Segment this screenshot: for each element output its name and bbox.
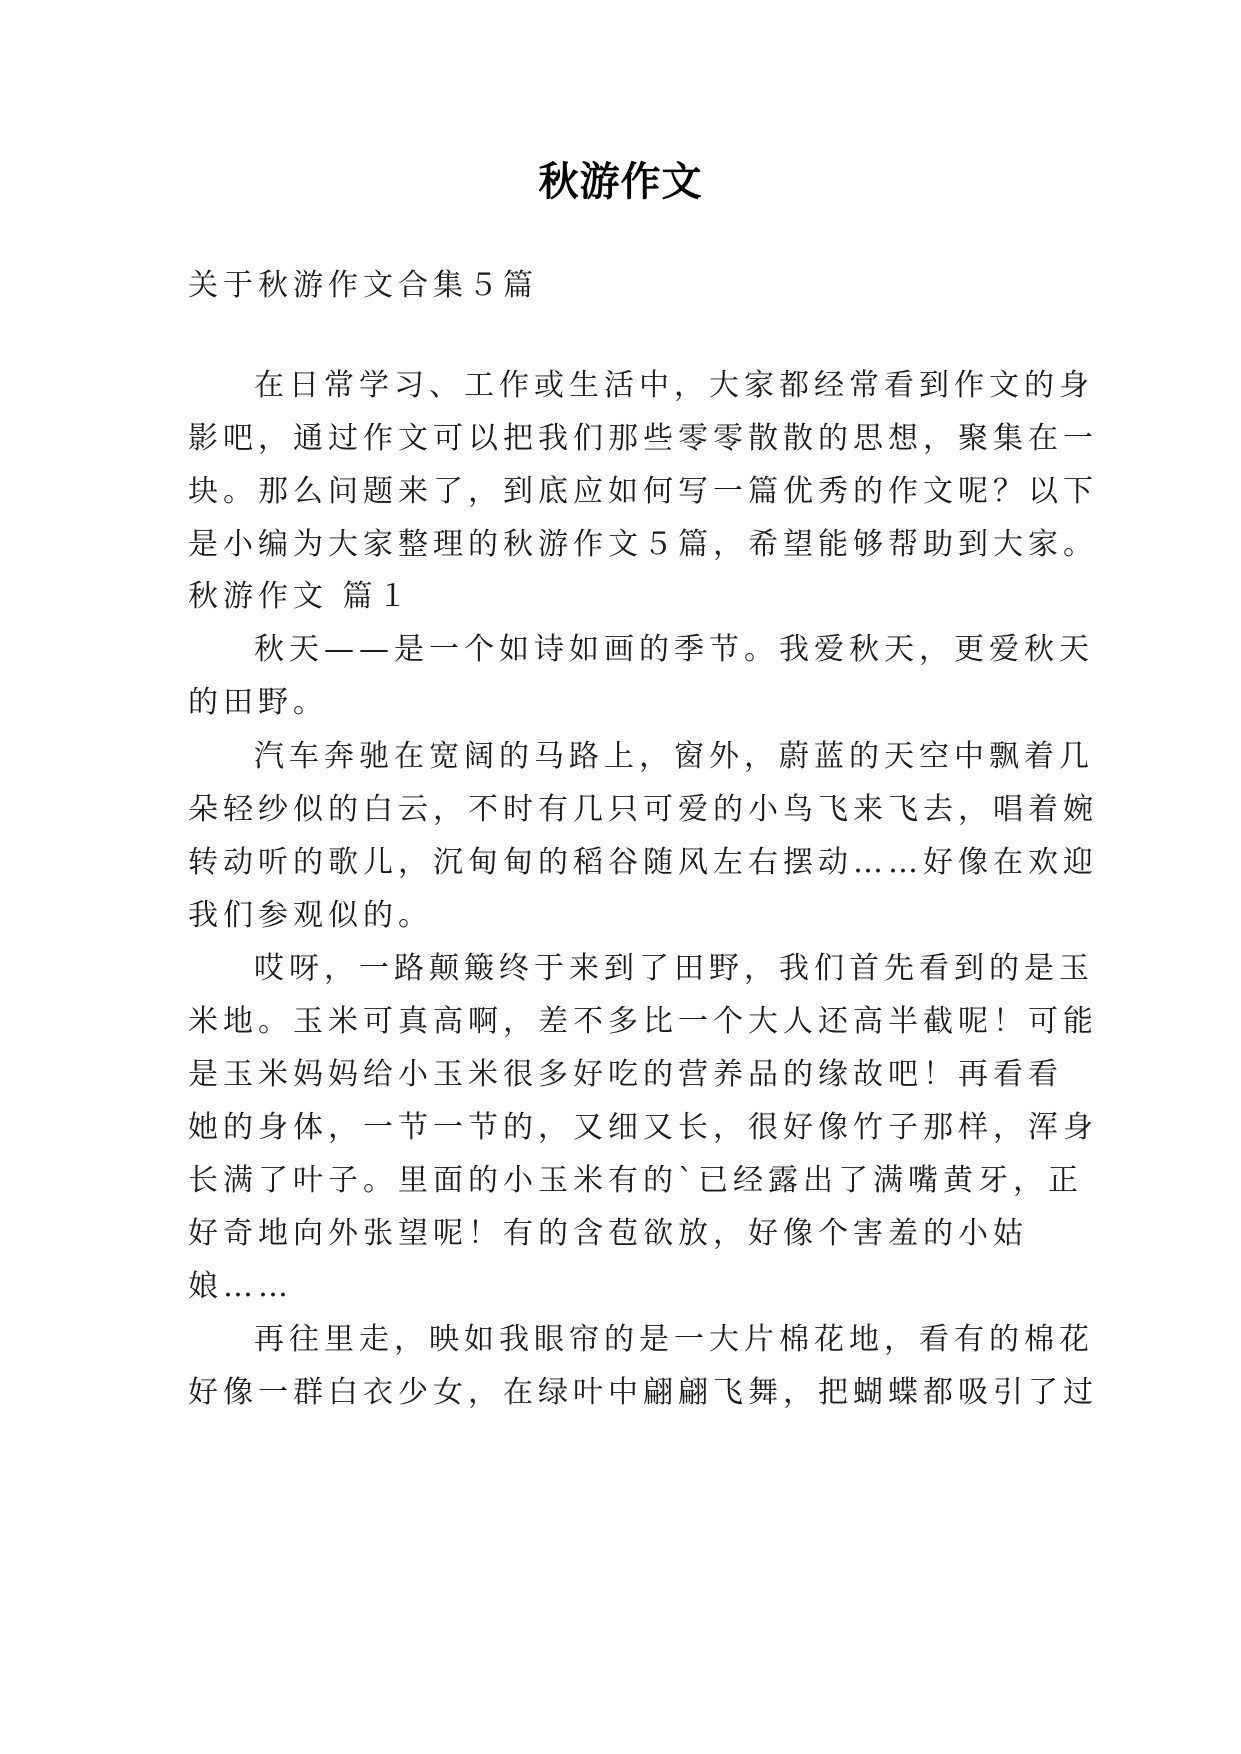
paragraph-line: 汽车奔驰在宽阔的马路上，窗外，蔚蓝的天空中飘着几 [254,739,1094,774]
paragraph-line: 好像一群白衣少女，在绿叶中翩翩飞舞，把蝴蝶都吸引了过 [188,1375,1098,1410]
paragraph-line: 哎呀，一路颠簸终于来到了田野，我们首先看到的是玉 [254,951,1094,986]
document-title: 秋游作文 [538,158,703,205]
paragraph-line: 在日常学习、工作或生活中，大家都经常看到作文的身 [254,368,1094,403]
paragraph-line: 转动听的歌儿，沉甸甸的稻谷随风左右摆动……好像在欢迎 [188,845,1098,880]
paragraph-line: 好奇地向外张望呢！有的含苞欲放，好像个害羞的小姑 [188,1216,1028,1251]
paragraph-line: 影吧，通过作文可以把我们那些零零散散的思想，聚集在一 [188,421,1098,456]
paragraph-line: 是玉米妈妈给小玉米很多好吃的营养品的缘故吧！再看看 [188,1057,1063,1092]
paragraph-line: 块。那么问题来了，到底应如何写一篇优秀的作文呢？以下 [188,474,1098,509]
document-subtitle: 关于秋游作文合集５篇 [188,268,538,303]
paragraph-line: 长满了叶子。里面的小玉米有的`已经露出了满嘴黄牙，正 [188,1163,1083,1198]
section-heading: 秋游作文 篇１ [188,579,413,614]
paragraph-line: 朵轻纱似的白云，不时有几只可爱的小鸟飞来飞去，唱着婉 [188,792,1098,827]
paragraph-line: 她的身体，一节一节的，又细又长，很好像竹子那样，浑身 [188,1110,1098,1145]
paragraph-line: 娘…… [188,1269,293,1304]
paragraph-line: 再往里走，映如我眼帘的是一大片棉花地，看有的棉花 [254,1322,1094,1357]
paragraph-line: 是小编为大家整理的秋游作文５篇，希望能够帮助到大家。 [188,527,1098,562]
paragraph-line: 我们参观似的。 [188,898,433,933]
paragraph-line: 的田野。 [188,685,328,720]
paragraph-line: 米地。玉米可真高啊，差不多比一个大人还高半截呢！可能 [188,1004,1098,1039]
paragraph-line: 秋天——是一个如诗如画的季节。我爱秋天，更爱秋天 [254,632,1094,667]
